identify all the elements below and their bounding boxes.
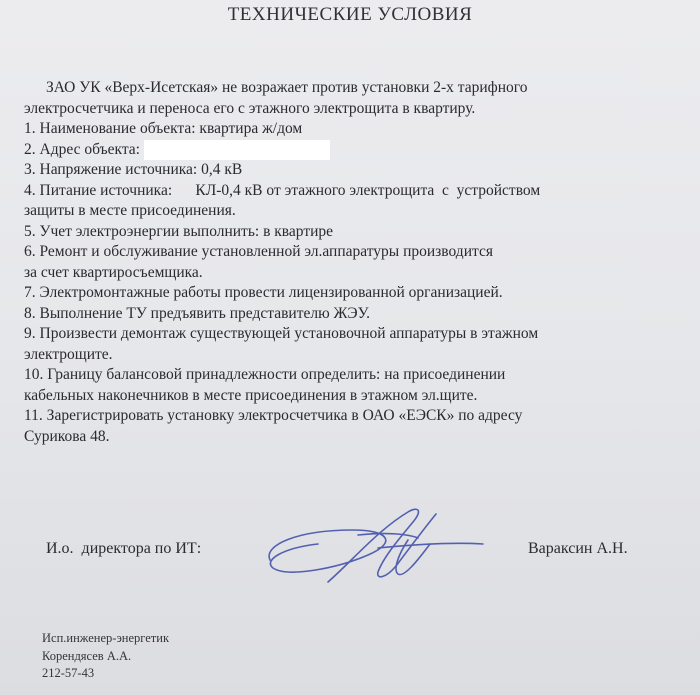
- item-9-cont: электрощите.: [24, 345, 113, 363]
- document-body: [24, 78, 674, 447]
- executor-position: Исп.инженер-энергетик: [42, 631, 170, 645]
- item-11: 11. Зарегистрировать установку электросчетчика в ОАО «ЕЭСК» по адресу: [24, 407, 523, 424]
- item-9: 9. Произвести демонтаж существующей установочной аппаратуры в этажном: [24, 325, 539, 342]
- item-10: 10. Границу балансовой принадлежности определить: на присоединении: [24, 366, 506, 383]
- item-1: 1. Наименование объекта: квартира ж/дом: [24, 120, 303, 137]
- item-8: 8. Выполнение ТУ предъявить представителю ЖЭУ.: [24, 304, 370, 322]
- item-2-label: 2. Адрес объекта:: [24, 140, 140, 158]
- item-4: 4. Питание источника: КЛ-0,4 кВ от этажного электрощита с устройством: [24, 181, 541, 199]
- signatory-title: И.о. директора по ИТ:: [46, 540, 202, 557]
- item-3: 3. Напряжение источника: 0,4 кВ: [24, 161, 243, 178]
- intro-line-1: ЗАО УК «Верх-Исетская» не возражает против установки 2-х тарифного: [46, 79, 528, 96]
- item-4-cont: защиты в месте присоединения.: [24, 202, 236, 219]
- item-6-cont: за счет квартиросъемщика.: [24, 263, 203, 281]
- item-5: 5. Учет электроэнергии выполнить: в квартире: [24, 222, 334, 240]
- item-2: [24, 140, 674, 161]
- signatory-name: Вараксин А.Н.: [528, 540, 628, 557]
- redacted-address-box: [144, 140, 330, 160]
- item-7: 7. Электромонтажные работы провести лицензированной организацией.: [24, 284, 503, 301]
- executor-phone: 212-57-43: [42, 666, 95, 680]
- document-title: ТЕХНИЧЕСКИЕ УСЛОВИЯ: [227, 4, 473, 25]
- executor-block: [42, 630, 169, 683]
- handwritten-signature: [258, 500, 488, 595]
- intro-line-2: электросчетчика и переноса его с этажного электрощита в квартиру.: [24, 99, 476, 117]
- item-11-cont: Сурикова 48.: [24, 427, 110, 445]
- item-10-cont: кабельных наконечников в месте присоединения в этажном эл.щите.: [24, 386, 478, 404]
- item-6: 6. Ремонт и обслуживание установленной эл.аппаратуры производится: [24, 243, 493, 260]
- executor-name: Корендясев А.А.: [42, 648, 132, 663]
